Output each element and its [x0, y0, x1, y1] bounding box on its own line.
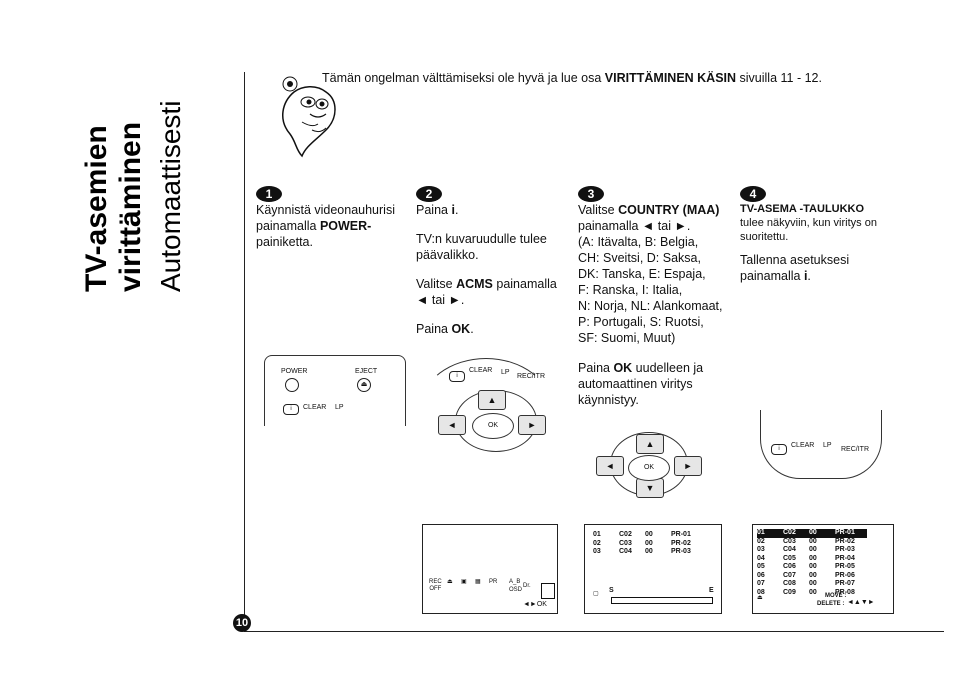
table-cell: 01: [757, 529, 765, 536]
ghost-mascot-icon: [272, 74, 344, 158]
table-cell: 00: [809, 571, 817, 579]
left-rule: [244, 72, 245, 632]
table-cell: C02: [619, 531, 632, 538]
title-line2: virittäminen: [114, 121, 147, 292]
table-cell: 00: [809, 580, 817, 587]
eject-icon: ⏏: [757, 595, 763, 601]
table-cell: 02: [757, 537, 765, 545]
table-row: [593, 548, 703, 557]
clear-label: CLEAR: [469, 367, 493, 374]
page-title: [80, 62, 204, 292]
table-cell: PR-07: [835, 580, 855, 587]
move-label: MOVE :: [825, 593, 847, 599]
right-button[interactable]: ►: [518, 415, 546, 435]
right-button[interactable]: ►: [674, 456, 702, 476]
table-cell: 01: [593, 531, 601, 538]
eject-icon: ⏏: [447, 579, 453, 585]
up-button[interactable]: ▲: [478, 390, 506, 410]
acms-icon: ▢: [593, 591, 599, 597]
table-cell: 00: [809, 546, 817, 553]
station-table-screen: [752, 524, 894, 614]
doctor-icon: Dr.: [523, 583, 531, 589]
table-cell: 08: [757, 588, 765, 596]
table-row: [593, 531, 703, 540]
clear-label: CLEAR: [791, 442, 815, 449]
rec-icon: REC OFF: [429, 579, 442, 592]
i-button[interactable]: i: [771, 444, 787, 455]
tuning-screen: [584, 524, 722, 614]
step-3-text: Valitse COUNTRY (MAA) painamalla ◄ tai ►. (A: Itävalta, B: Belgia, CH: Sveitsi, D: Saksa, DK: Tanska, E: Espaja, F: Ranska, I: Italia, N: Norja, NL: Alankomaat, P: Portugali, S: Ruotsi, SF: Suomi, Muut): [578, 203, 723, 345]
table-cell: C04: [783, 546, 796, 553]
acms-icon: [541, 583, 555, 599]
lp-label: LP: [823, 442, 832, 449]
table-row: [757, 572, 867, 581]
table-cell: 00: [809, 529, 817, 536]
table-cell: PR-08: [835, 588, 855, 596]
power-label: POWER: [281, 368, 308, 375]
step-3-badge: 3: [578, 186, 604, 202]
left-button[interactable]: ◄: [596, 456, 624, 476]
table-cell: 07: [757, 580, 765, 587]
step-1-text: Käynnistä videonauhurisi painamalla POWER- painiketta.: [256, 203, 395, 249]
step-2-badge: 2: [416, 186, 442, 202]
step-3-ok-text: Paina OK uudelleen ja automaattinen viritys käynnistyy.: [578, 361, 704, 407]
date-icon: ▦: [475, 579, 481, 585]
up-button[interactable]: ▲: [636, 434, 664, 454]
clear-label: CLEAR: [303, 404, 327, 411]
table-row: [593, 540, 703, 549]
rec-label: REC/ITR: [841, 446, 869, 453]
ok-button[interactable]: OK: [628, 455, 670, 481]
step-4-badge: 4: [740, 186, 766, 202]
table-cell: C03: [783, 537, 796, 545]
table-cell: 00: [809, 537, 817, 545]
table-row: [757, 563, 867, 572]
table-cell: 00: [645, 548, 653, 555]
table-cell: PR-03: [835, 546, 855, 553]
rec-label: REC/ITR: [517, 373, 545, 380]
lp-label: LP: [501, 369, 510, 376]
intro-text: Tämän ongelman välttämiseksi ole hyvä ja lue osa VIRITTÄMINEN KÄSIN sivuilla 11 - 12.: [322, 71, 822, 85]
remote-store-illustration: [760, 410, 882, 479]
table-cell: C02: [783, 529, 796, 536]
progress-bar: [611, 597, 713, 604]
table-cell: C03: [619, 539, 632, 547]
table-row: [757, 538, 867, 547]
page-number: 10: [233, 614, 251, 632]
power-button[interactable]: [285, 378, 299, 392]
table-cell: PR-03: [671, 548, 691, 555]
main-menu-screen: [422, 524, 558, 614]
table-cell: 03: [593, 548, 601, 555]
table-row: [757, 546, 867, 555]
delete-label: DELETE :: [817, 601, 845, 607]
title-line1: TV-asemien: [80, 125, 113, 292]
ab-icon: A_B: [509, 579, 521, 585]
i-button[interactable]: i: [449, 371, 465, 382]
ok-button[interactable]: OK: [472, 413, 514, 439]
remote-power-illustration: [264, 355, 406, 426]
table-row: [757, 529, 867, 538]
table-cell: 00: [809, 563, 817, 570]
table-cell: C06: [783, 563, 796, 570]
bottom-rule: [244, 631, 944, 632]
table-row: [757, 580, 867, 589]
left-button[interactable]: ◄: [438, 415, 466, 435]
table-row: [757, 555, 867, 564]
title-line3: Automaattisesti: [155, 100, 186, 292]
eject-label: EJECT: [355, 368, 378, 375]
channel-table: [757, 529, 867, 597]
table-cell: 05: [757, 563, 765, 570]
table-cell: PR-02: [671, 539, 691, 547]
progress-start-label: S: [609, 587, 614, 594]
channel-table-partial: [593, 531, 703, 557]
table-cell: PR-01: [835, 529, 855, 536]
table-cell: 06: [757, 571, 765, 579]
pr-icon: PR: [489, 579, 498, 585]
nav-arrows-icon: ◄►OK: [523, 601, 547, 608]
table-cell: 00: [809, 554, 817, 562]
table-cell: C09: [783, 588, 796, 596]
table-cell: 03: [757, 546, 765, 553]
table-cell: 00: [809, 588, 817, 596]
table-cell: PR-01: [671, 531, 691, 538]
step-2-text: Paina i. TV:n kuvaruudulle tulee päävalikko. Valitse ACMS painamalla ◄ tai ►. Paina OK.: [416, 203, 557, 336]
table-cell: 00: [645, 539, 653, 547]
osd-icon: OSD: [509, 587, 523, 593]
table-cell: PR-05: [835, 563, 855, 570]
step-4-text: TV-ASEMA -TAULUKKO tulee näkyviin, kun viritys on suoritettu. Tallenna asetuksesi painamalla i.: [740, 203, 877, 283]
lp-label: LP: [335, 404, 344, 411]
table-cell: C04: [619, 548, 632, 555]
table-cell: PR-06: [835, 571, 855, 579]
table-cell: PR-04: [835, 554, 855, 562]
table-cell: C05: [783, 554, 796, 562]
clock-icon: ▣: [461, 579, 467, 585]
down-button[interactable]: ▼: [636, 478, 664, 498]
table-cell: C07: [783, 571, 796, 579]
i-button[interactable]: i: [283, 404, 299, 415]
table-cell: 00: [645, 531, 653, 538]
progress-end-label: E: [709, 587, 714, 594]
table-row: [757, 589, 867, 598]
step-1-badge: 1: [256, 186, 282, 202]
table-cell: PR-02: [835, 537, 855, 545]
table-cell: 04: [757, 554, 765, 562]
eject-button[interactable]: ⏏: [357, 378, 371, 392]
nav-arrows-icon: ◄▲▼►: [847, 599, 875, 606]
table-cell: 02: [593, 539, 601, 547]
table-cell: C08: [783, 580, 796, 587]
